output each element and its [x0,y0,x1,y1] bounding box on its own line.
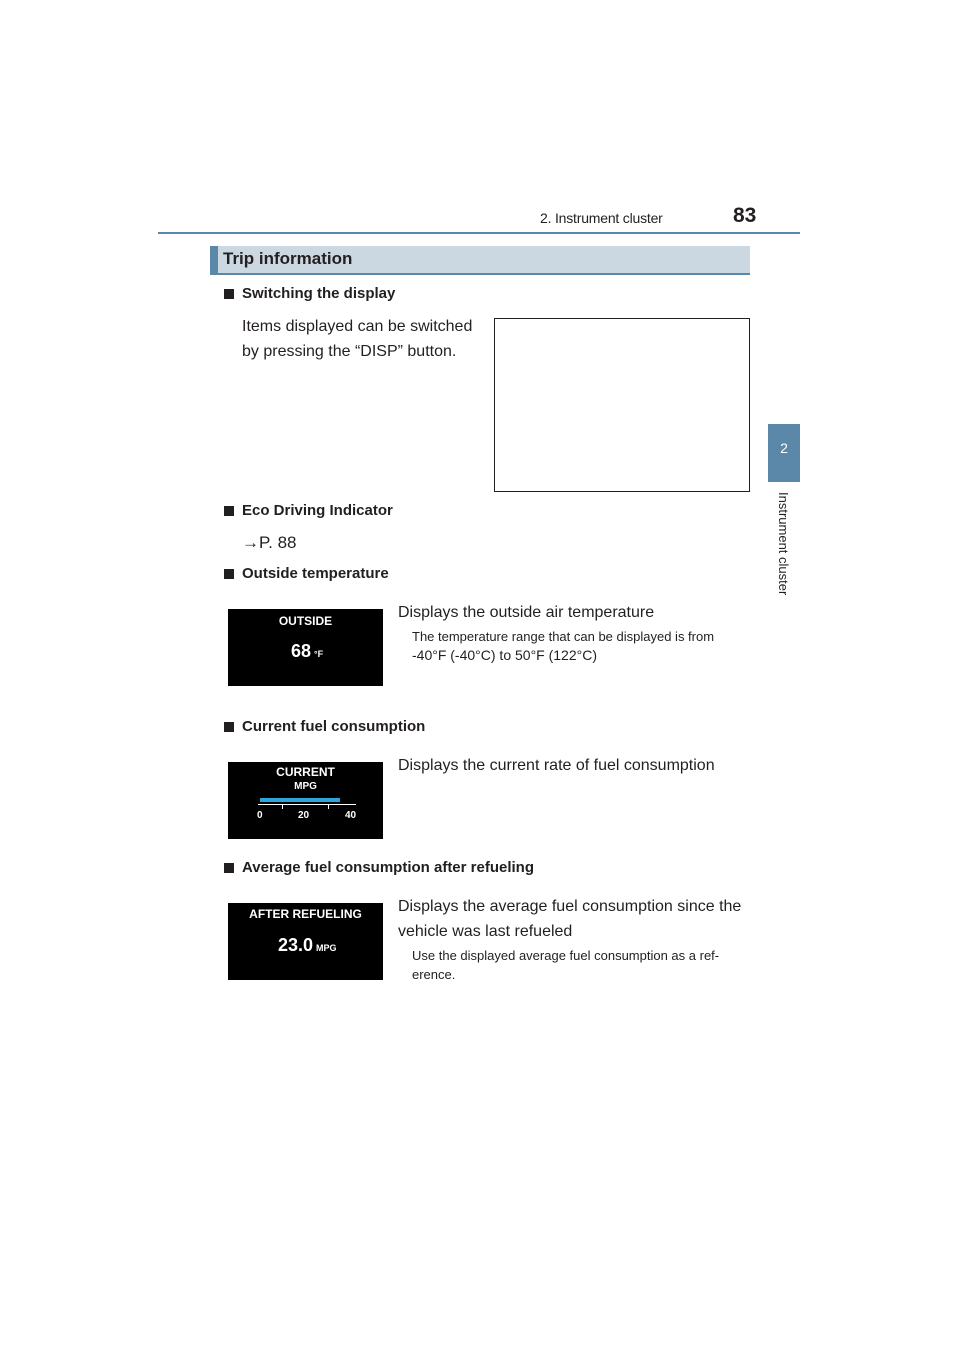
average-note-line1: Use the displayed average fuel consumption as a ref- [412,948,720,963]
section-title: Trip information [223,249,353,268]
average-display-value [278,935,337,956]
outside-display-value [291,641,323,662]
outside-display-unit: °F [314,649,324,659]
chapter-tab-label: Instrument cluster [776,492,791,596]
page-number: 83 [733,204,757,227]
square-bullet-icon [224,289,234,299]
square-bullet-icon [224,722,234,732]
current-gauge-scale [258,804,356,805]
illustration-placeholder [494,318,750,492]
square-bullet-icon [224,863,234,873]
gauge-tick [282,804,283,809]
gauge-label-20: 20 [298,810,310,821]
square-bullet-icon [224,506,234,516]
subheading-average [224,859,534,876]
subheading-outside [224,565,389,582]
outside-display-title: OUTSIDE [278,614,333,628]
outside-temperature-display [228,609,383,686]
gauge-tick [328,804,329,809]
outside-note-line2: -40°F (-40°C) to 50°F (122°C) [412,647,598,663]
subheading-switching [224,285,395,302]
current-display-unit: MPG [294,781,317,792]
eco-page-reference[interactable]: →P. 88 [242,533,297,552]
subheading-average-text: Average fuel consumption after refueling [242,859,534,876]
average-display-number: 23.0 [278,935,314,955]
subheading-eco [224,502,393,519]
average-display-unit: MPG [316,943,337,953]
gauge-label-0: 0 [257,810,263,821]
current-display-title: CURRENT [276,765,335,779]
section-title-accent [210,246,218,273]
switching-text-line1: Items displayed can be switched [242,318,473,335]
average-consumption-display [228,903,383,980]
chapter-tab-number: 2 [780,440,788,456]
subheading-switching-text: Switching the display [242,285,396,302]
gauge-label-40: 40 [345,810,357,821]
current-consumption-display [228,762,383,839]
average-note-line2: erence. [412,967,456,982]
subheading-outside-text: Outside temperature [242,565,389,582]
average-description-line1: Displays the average fuel consumption since the [398,898,742,915]
subheading-eco-text: Eco Driving Indicator [242,502,393,519]
outside-display-number: 68 [291,641,312,661]
switching-text-line2: by pressing the “DISP” button. [242,343,457,360]
current-description: Displays the current rate of fuel consumption [398,757,715,774]
square-bullet-icon [224,569,234,579]
current-gauge-fill [260,798,340,802]
subheading-current-text: Current fuel consumption [242,718,426,735]
subheading-current [224,718,425,735]
average-display-title: AFTER REFUELING [249,907,362,921]
average-description-line2: vehicle was last refueled [398,923,573,940]
section-title-bar [210,246,750,275]
outside-description: Displays the outside air temperature [398,604,655,621]
outside-note-line1: The temperature range that can be displayed is from [412,629,715,644]
header-divider [158,232,800,234]
section-header: 2. Instrument cluster [540,210,663,226]
